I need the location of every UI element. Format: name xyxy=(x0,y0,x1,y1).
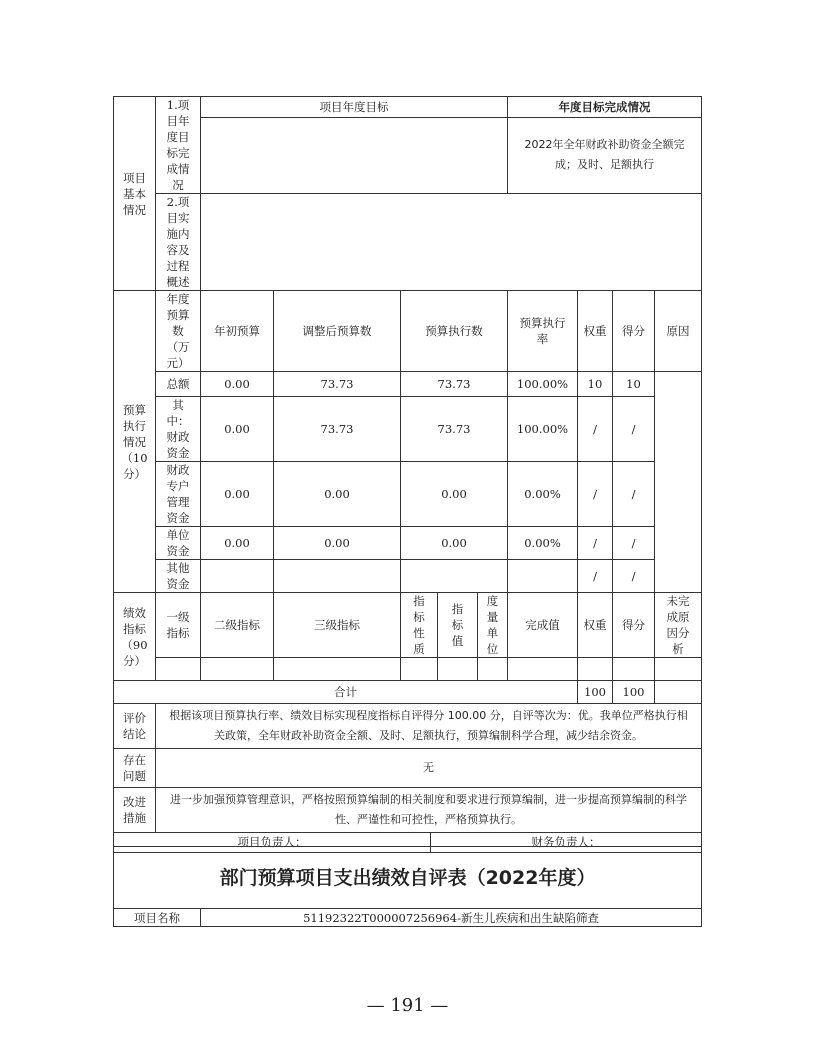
project-name-label: 项目名称 xyxy=(114,909,201,927)
row-label: 单位资金 xyxy=(156,527,201,560)
cell: 0.00% xyxy=(508,527,578,560)
cell xyxy=(274,560,401,593)
section-budget: 预算执行情况（10分） xyxy=(114,291,156,593)
total-row xyxy=(114,681,702,704)
budget-header: 年初预算 xyxy=(201,291,274,372)
perf-header: 权重 xyxy=(578,593,613,658)
col-goal: 项目年度目标 xyxy=(201,97,508,118)
improve-text: 进一步加强预算管理意识，严格按照预算编制的相关制度和要求进行预算编制，进一步提高预算编制的科学性、严谨性和可控性，严格预算执行。 xyxy=(156,788,702,833)
perf-row xyxy=(114,658,702,681)
budget-row xyxy=(114,527,702,560)
cell: / xyxy=(578,560,613,593)
perf-header: 指标性质 xyxy=(401,593,438,658)
goal-value xyxy=(201,117,508,193)
cell: / xyxy=(613,527,655,560)
issues-label: 存在问题 xyxy=(114,749,156,788)
cell: 0.00 xyxy=(201,462,274,527)
section-perf: 绩效指标（90分） xyxy=(114,593,156,681)
budget-header: 原因 xyxy=(655,291,702,372)
total-weight: 100 xyxy=(578,681,613,704)
project-name: 51192322T000007256964-新生儿疾病和出生缺陷筛查 xyxy=(201,909,702,927)
row-label: 其中：财政资金 xyxy=(156,397,201,462)
perf-header: 得分 xyxy=(613,593,655,658)
cell: / xyxy=(578,527,613,560)
done-value: 2022年全年财政补助资金全额完成；及时、足额执行 xyxy=(508,117,702,193)
page-number: — 191 — xyxy=(366,995,449,1016)
conclusion-text: 根据该项目预算执行率、绩效目标实现程度指标自评得分 100.00 分，自评等次为：优。我单位严格执行相关政策，全年财政补助资金全额、及时、足额执行，预算编制科学合理，减少结余资金。 xyxy=(156,704,702,749)
improve-label: 改进措施 xyxy=(114,788,156,833)
reason-cell xyxy=(655,372,702,593)
perf-header: 一级指标 xyxy=(156,593,201,658)
total-label: 合计 xyxy=(114,681,578,704)
self-evaluation-table xyxy=(113,96,702,853)
budget-row xyxy=(114,397,702,462)
cell: 0.00 xyxy=(201,527,274,560)
finance-owner: 财务负责人： xyxy=(531,835,601,849)
cell: 0.00 xyxy=(401,527,508,560)
budget-row xyxy=(114,462,702,527)
cell: 0.00% xyxy=(508,462,578,527)
budget-header: 调整后预算数 xyxy=(274,291,401,372)
cell: 0.00 xyxy=(274,462,401,527)
cell: / xyxy=(613,462,655,527)
row-label: 总额 xyxy=(156,372,201,397)
perf-header: 二级指标 xyxy=(201,593,274,658)
perf-header: 完成值 xyxy=(508,593,578,658)
cell: 0.00 xyxy=(201,372,274,397)
perf-header: 指标值 xyxy=(438,593,478,658)
total-score: 100 xyxy=(613,681,655,704)
next-table xyxy=(113,846,702,927)
budget-header: 得分 xyxy=(613,291,655,372)
cell: 0.00 xyxy=(201,397,274,462)
impl-value xyxy=(201,194,702,291)
budget-header: 预算执行数 xyxy=(401,291,508,372)
budget-row xyxy=(114,560,702,593)
cell xyxy=(201,560,274,593)
cell: 73.73 xyxy=(401,397,508,462)
cell: / xyxy=(578,462,613,527)
table-title: 部门预算项目支出绩效自评表（2022年度） xyxy=(114,847,702,909)
cell: / xyxy=(578,397,613,462)
col-done: 年度目标完成情况 xyxy=(508,97,702,118)
budget-row xyxy=(114,372,702,397)
cell: 100.00% xyxy=(508,397,578,462)
cell: / xyxy=(613,397,655,462)
conclusion-label: 评价结论 xyxy=(114,704,156,749)
impl-label: 2.项目实施内容及过程概述 xyxy=(156,194,201,291)
cell xyxy=(508,560,578,593)
cell: 10 xyxy=(613,372,655,397)
cell: 0.00 xyxy=(274,527,401,560)
issues-text: 无 xyxy=(156,749,702,788)
budget-header: 预算执行率 xyxy=(508,291,578,372)
cell: / xyxy=(613,560,655,593)
cell: 73.73 xyxy=(274,372,401,397)
cell: 100.00% xyxy=(508,372,578,397)
budget-header: 年度预算数（万元） xyxy=(156,291,201,372)
section-basic: 项目基本情况 xyxy=(114,97,156,291)
perf-header: 三级指标 xyxy=(274,593,401,658)
row-label: 其他资金 xyxy=(156,560,201,593)
project-owner: 项目负责人： xyxy=(114,833,431,852)
row-label: 财政专户管理资金 xyxy=(156,462,201,527)
goal-label: 1.项目年度目标完成情况 xyxy=(156,97,201,194)
perf-header: 度量单位 xyxy=(478,593,508,658)
budget-header: 权重 xyxy=(578,291,613,372)
cell: 73.73 xyxy=(401,372,508,397)
perf-header: 未完成原因分析 xyxy=(655,593,702,658)
cell: 73.73 xyxy=(274,397,401,462)
cell: 10 xyxy=(578,372,613,397)
cell xyxy=(401,560,508,593)
cell: 0.00 xyxy=(401,462,508,527)
